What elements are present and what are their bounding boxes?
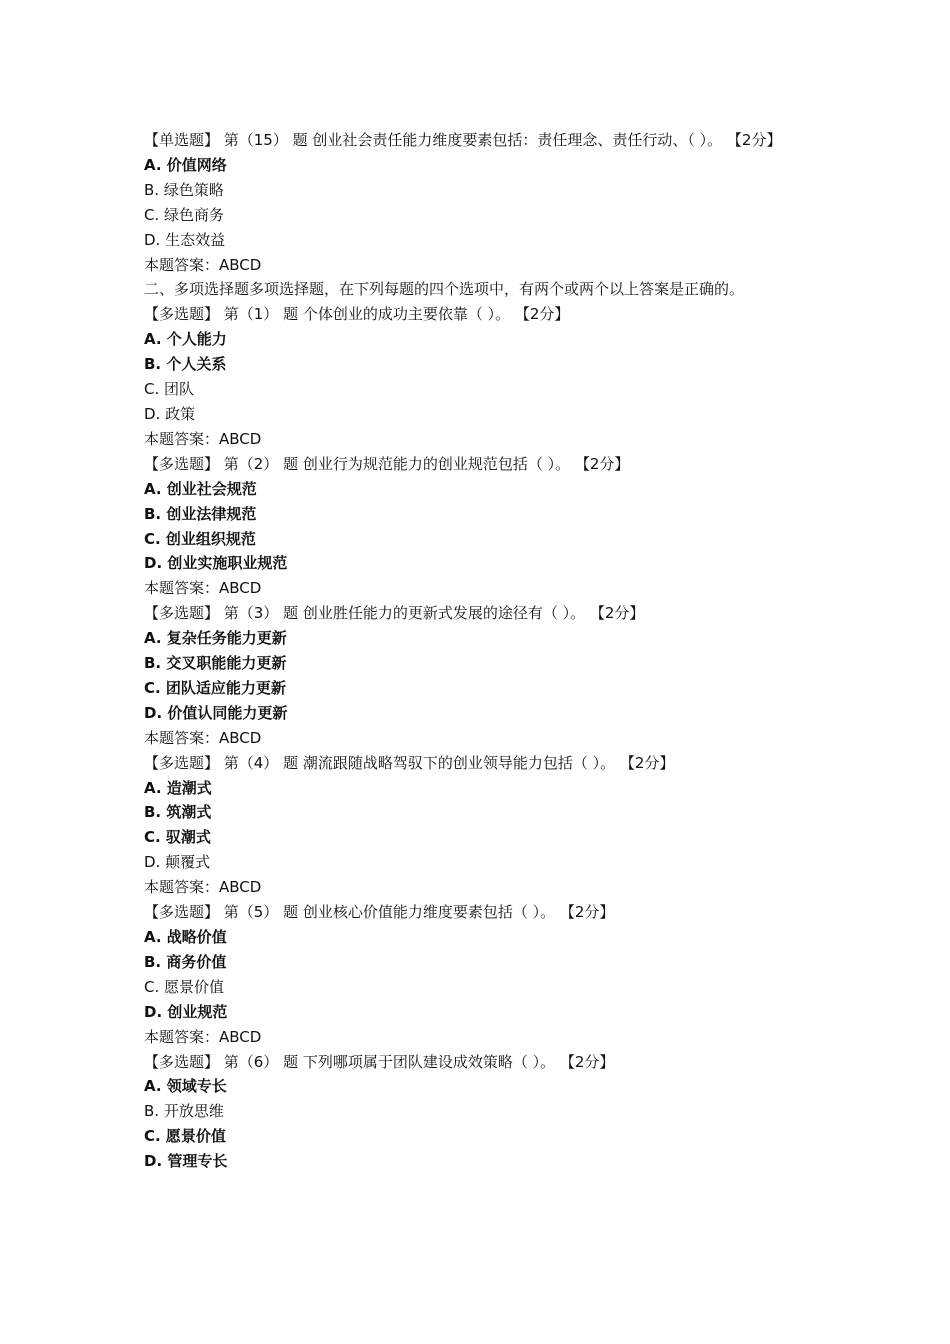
answer-option: A. 创业社会规范 [144,479,257,498]
question-text: 【单选题】 第（15） 题 创业社会责任能力维度要素包括：责任理念、责任行动、（ ）。 【2分】 [144,131,782,149]
answer-option: A. 个人能力 [144,330,227,349]
answer-option: B. 个人关系 [144,355,227,374]
answer-key: 本题答案：ABCD [144,1027,262,1046]
answer-option: B. 交叉职能能力更新 [144,654,287,673]
answer-option: D. 价值认同能力更新 [144,703,288,722]
answer-option: C. 愿景价值 [144,1127,226,1146]
question-text: 【多选题】 第（5） 题 创业核心价值能力维度要素包括（ ）。 【2分】 [144,903,615,922]
answer-option: A. 复杂任务能力更新 [144,629,287,648]
document-body [144,128,809,1174]
answer-option: A. 价值网络 [144,155,227,174]
answer-key: 本题答案：ABCD [144,255,262,274]
question-text: 【多选题】 第（2） 题 创业行为规范能力的创业规范包括（ ）。 【2分】 [144,454,630,473]
answer-option: C. 团队 [144,380,195,399]
answer-key: 本题答案：ABCD [144,429,262,448]
answer-option: C. 驭潮式 [144,828,211,847]
answer-option: A. 领域专长 [144,1077,227,1096]
answer-option: B. 开放思维 [144,1102,224,1121]
answer-option: B. 筑潮式 [144,803,212,822]
answer-option: D. 管理专长 [144,1152,228,1171]
question-text: 【多选题】 第（6） 题 下列哪项属于团队建设成效策略（ ）。 【2分】 [144,1052,615,1071]
question-text: 【多选题】 第（4） 题 潮流跟随战略驾驭下的创业领导能力包括（ ）。 【2分】 [144,753,675,772]
answer-key: 本题答案：ABCD [144,579,262,598]
answer-option: C. 团队适应能力更新 [144,678,286,697]
question-text: 【多选题】 第（1） 题 个体创业的成功主要依靠（ ）。 【2分】 [144,305,570,324]
answer-option: B. 商务价值 [144,952,227,971]
answer-option: A. 造潮式 [144,778,212,797]
answer-option: B. 创业法律规范 [144,504,257,523]
answer-option: D. 创业实施职业规范 [144,554,288,573]
answer-option: C. 绿色商务 [144,205,225,224]
section-heading: 二、多项选择题多项选择题，在下列每题的四个选项中，有两个或两个以上答案是正确的。 [144,280,745,299]
answer-option: C. 创业组织规范 [144,529,256,548]
answer-key: 本题答案：ABCD [144,728,262,747]
answer-option: D. 政策 [144,404,196,423]
answer-option: C. 愿景价值 [144,977,225,996]
answer-option: D. 生态效益 [144,230,226,249]
answer-option: A. 战略价值 [144,928,227,946]
answer-option: B. 绿色策略 [144,180,224,199]
answer-option: D. 创业规范 [144,1002,228,1021]
answer-option: D. 颠覆式 [144,853,211,872]
answer-key: 本题答案：ABCD [144,878,262,897]
question-text: 【多选题】 第（3） 题 创业胜任能力的更新式发展的途径有（ ）。 【2分】 [144,604,645,623]
